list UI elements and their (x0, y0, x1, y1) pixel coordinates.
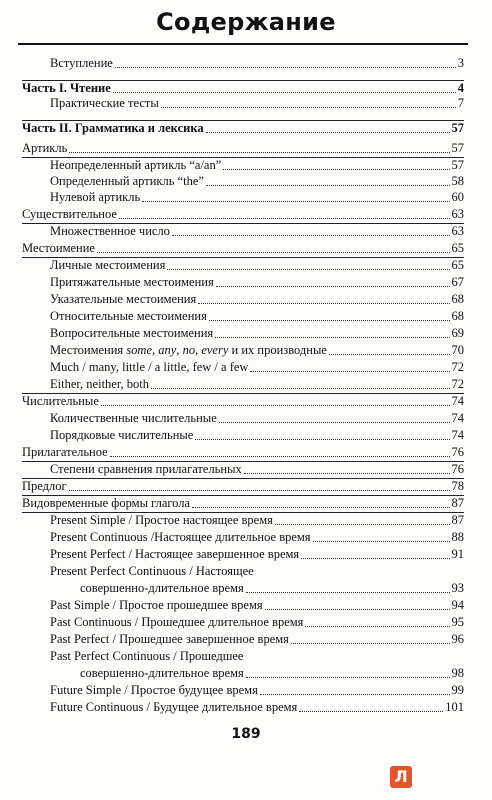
toc-entry (50, 274, 464, 290)
toc-entry-page: 57 (451, 141, 464, 155)
toc-entry-page: 101 (445, 700, 464, 714)
toc-entry (22, 495, 464, 511)
toc-entry (22, 240, 464, 256)
toc-entry-title: Определенный артикль “the” (50, 174, 204, 188)
toc-entry-title: Личные местоимения (50, 258, 166, 272)
toc-entry (22, 140, 464, 156)
toc-entry-page: 63 (451, 224, 464, 238)
toc-entry-title: Future Continuous / Будущее длительное время (50, 700, 298, 714)
toc-entry-title: Past Perfect / Прошедшее завершенное время (50, 632, 289, 646)
toc-entry-title: Present Simple / Простое настоящее время (50, 513, 273, 527)
toc-entry (50, 699, 464, 715)
toc-leader-dots (206, 185, 450, 186)
toc-entry-page: 72 (451, 360, 464, 374)
toc-entry (22, 393, 464, 409)
title-rule (18, 43, 468, 45)
toc-entry-title: Предлог (22, 479, 67, 493)
toc-entry-page: 69 (451, 326, 464, 340)
toc-entry (50, 682, 464, 698)
toc-entry (50, 529, 464, 545)
toc-entry-title: совершенно-длительное время (80, 666, 244, 680)
toc-entry-page: 93 (451, 581, 464, 595)
toc-entry-title: Вопросительные местоимения (50, 326, 214, 340)
toc-entry-title: Порядковые числительные (50, 428, 194, 442)
toc-entry (50, 376, 464, 392)
toc-entry-title: Вступление (50, 56, 113, 70)
toc-entry-title: Past Simple / Простое прошедшее время (50, 598, 263, 612)
toc-entry-title: Местоимение (22, 241, 95, 255)
toc-entry-page: 74 (451, 394, 464, 408)
toc-entry (80, 665, 464, 681)
toc-entry (50, 95, 464, 111)
toc-entry (22, 80, 464, 96)
toc-leader-dots (313, 541, 450, 542)
toc-leader-dots (301, 558, 449, 559)
page-number: 189 (231, 726, 261, 742)
toc-entry (50, 189, 464, 205)
toc-leader-dots (206, 132, 450, 133)
toc-entry-title: Притяжательные местоимения (50, 275, 214, 289)
toc-leader-dots (167, 269, 449, 270)
toc-entry (50, 308, 464, 324)
toc-entry-title: Артикль (22, 141, 68, 155)
publisher-logo-icon: Л (390, 766, 412, 788)
toc-leader-dots (161, 107, 456, 108)
toc-entry (50, 597, 464, 613)
toc-entry-title: Видовременные формы глагола (22, 496, 191, 510)
toc-entry (50, 563, 254, 579)
toc-entry-page: 63 (451, 207, 464, 221)
toc-entry-page: 74 (451, 411, 464, 425)
toc-entry-title: Относительные местоимения (50, 309, 207, 323)
toc-entry-title: Past Continuous / Прошедшее длительное время (50, 615, 304, 629)
section-divider (22, 120, 464, 121)
toc-entry (50, 546, 464, 562)
toc-entry-page: 87 (451, 496, 464, 510)
section-divider (22, 157, 464, 158)
toc-entry (22, 206, 464, 222)
section-divider (22, 257, 464, 258)
toc-entry (22, 478, 464, 494)
toc-leader-dots (192, 507, 449, 508)
section-divider (22, 495, 464, 496)
toc-leader-dots (172, 235, 450, 236)
toc-entry (50, 631, 464, 647)
toc-entry-title: Существительное (22, 207, 117, 221)
toc-entry (50, 461, 464, 477)
toc-leader-dots (198, 303, 449, 304)
toc-entry-page: 76 (451, 445, 464, 459)
toc-entry-page: 88 (451, 530, 464, 544)
toc-leader-dots (329, 354, 450, 355)
page-title: Содержание (156, 8, 336, 36)
toc-entry (50, 648, 243, 664)
toc-leader-dots (113, 92, 456, 93)
toc-entry-page: 98 (451, 666, 464, 680)
toc-leader-dots (291, 643, 450, 644)
toc-entry-page: 67 (451, 275, 464, 289)
toc-leader-dots (151, 388, 450, 389)
toc-leader-dots (195, 439, 449, 440)
toc-leader-dots (299, 711, 443, 712)
toc-entry-page: 95 (451, 615, 464, 629)
toc-entry-title: Either, neither, both (50, 377, 149, 391)
toc-leader-dots (305, 626, 449, 627)
toc-entry-title: Числительные (22, 394, 99, 408)
toc-entry (50, 512, 464, 528)
toc-entry-title: Прилагательное (22, 445, 108, 459)
toc-entry (50, 223, 464, 239)
toc-entry-title: совершенно-длительное время (80, 581, 244, 595)
toc-leader-dots (115, 67, 456, 68)
toc-leader-dots (119, 218, 450, 219)
toc-entry-title: Местоимения some, any, no, every и их производные (50, 343, 327, 357)
toc-entry-title: Степени сравнения прилагательных (50, 462, 242, 476)
section-divider (22, 393, 464, 394)
toc-entry (50, 342, 464, 358)
toc-entry (80, 580, 464, 596)
toc-leader-dots (246, 592, 450, 593)
toc-entry-page: 94 (451, 598, 464, 612)
toc-entry-page: 87 (451, 513, 464, 527)
toc-entry-page: 7 (457, 96, 464, 110)
toc-entry (22, 444, 464, 460)
toc-entry-page: 68 (451, 309, 464, 323)
toc-leader-dots (69, 152, 449, 153)
toc-entry-title: Множественное число (50, 224, 170, 238)
toc-entry-title: Future Simple / Простое будущее время (50, 683, 258, 697)
toc-leader-dots (69, 490, 450, 491)
toc-entry-page: 57 (451, 158, 464, 172)
section-divider (22, 223, 464, 224)
toc-entry (22, 120, 464, 136)
toc-entry-title: Нулевой артикль (50, 190, 141, 204)
toc-leader-dots (219, 422, 450, 423)
toc-leader-dots (260, 694, 450, 695)
toc-entry (50, 157, 464, 173)
toc-entry-title: Present Continuous /Настоящее длительное время (50, 530, 311, 544)
toc-leader-dots (250, 371, 449, 372)
toc-leader-dots (142, 201, 449, 202)
toc-entry-title: Present Perfect / Настоящее завершенное время (50, 547, 300, 561)
toc-entry-page: 70 (451, 343, 464, 357)
toc-leader-dots (215, 337, 449, 338)
toc-entry (50, 427, 464, 443)
toc-entry-title: Количественные числительные (50, 411, 217, 425)
toc-entry-page: 72 (451, 377, 464, 391)
toc-entry-page: 96 (451, 632, 464, 646)
section-divider (22, 461, 464, 462)
toc-entry-page: 91 (451, 547, 464, 561)
toc-entry-page: 65 (451, 258, 464, 272)
toc-leader-dots (110, 456, 450, 457)
toc-entry-title: Указательные местоимения (50, 292, 197, 306)
toc-entry-page: 68 (451, 292, 464, 306)
toc-entry-page: 58 (451, 174, 464, 188)
toc-entry (50, 325, 464, 341)
toc-leader-dots (101, 405, 450, 406)
toc-leader-dots (265, 609, 450, 610)
toc-leader-dots (216, 286, 450, 287)
toc-entry (50, 173, 464, 189)
toc-entry (50, 359, 464, 375)
section-divider (22, 80, 464, 81)
toc-entry-page: 65 (451, 241, 464, 255)
section-divider (22, 478, 464, 479)
toc-entry (50, 410, 464, 426)
toc-leader-dots (97, 252, 450, 253)
toc-entry-title: Практические тесты (50, 96, 159, 110)
toc-leader-dots (223, 169, 449, 170)
toc-entry-title: Past Perfect Continuous / Прошедшее (50, 649, 244, 663)
toc-entry (50, 257, 464, 273)
toc-leader-dots (209, 320, 450, 321)
toc-entry-page: 57 (451, 121, 464, 135)
toc-entry-title: Неопределенный артикль “a/an” (50, 158, 222, 172)
section-divider (22, 512, 464, 513)
toc-entry (50, 614, 464, 630)
toc-entry (50, 55, 464, 71)
toc-entry-page: 3 (457, 56, 464, 70)
toc-entry-page: 4 (457, 81, 464, 95)
toc-leader-dots (244, 473, 450, 474)
toc-entry-page: 78 (451, 479, 464, 493)
toc-entry-title: Часть I. Чтение (22, 81, 111, 95)
toc-leader-dots (275, 524, 450, 525)
toc-entry-page: 60 (451, 190, 464, 204)
toc-entry-title: Present Perfect Continuous / Настоящее (50, 564, 254, 578)
toc-leader-dots (246, 677, 450, 678)
toc-entry-page: 76 (451, 462, 464, 476)
toc-entry-title: Часть II. Грамматика и лексика (22, 121, 204, 135)
toc-entry (50, 291, 464, 307)
toc-entry-page: 74 (451, 428, 464, 442)
toc-entry-page: 99 (451, 683, 464, 697)
toc-entry-title: Much / many, little / a little, few / a few (50, 360, 249, 374)
